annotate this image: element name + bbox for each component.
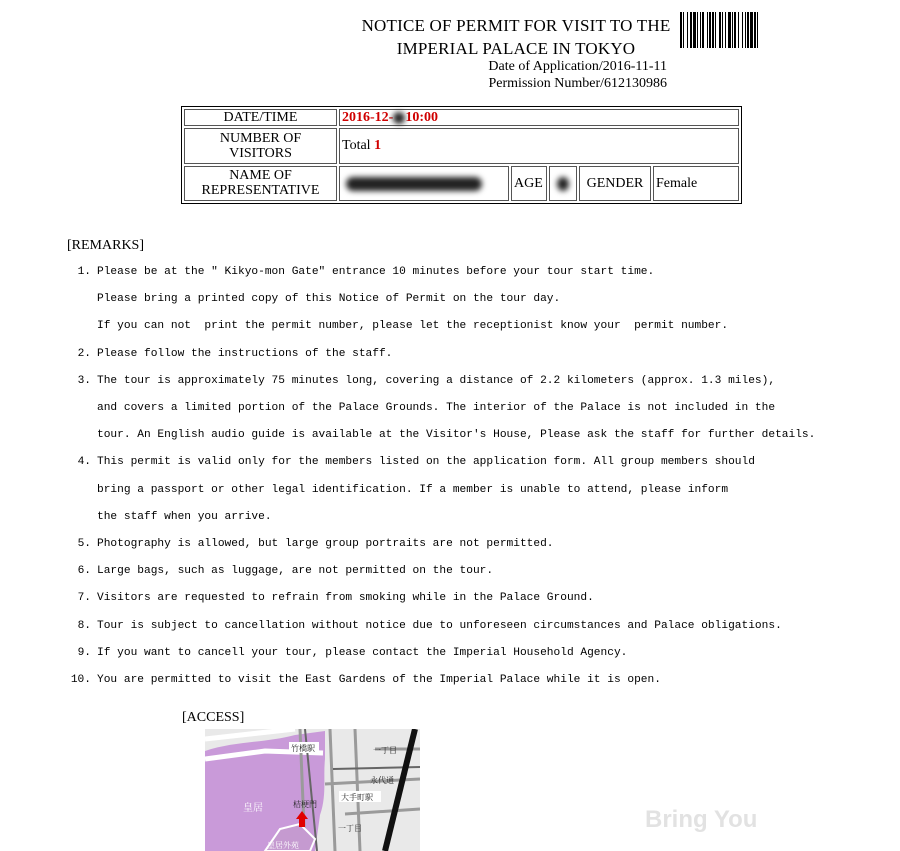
application-meta — [488, 58, 667, 92]
permit-details-table — [181, 106, 742, 204]
remarks-heading: [REMARKS] — [67, 238, 145, 253]
remark-text: The tour is approximately 75 minutes long, covering a distance of 2.2 kilometers (approx. 1.3 miles), — [97, 374, 776, 387]
redacted-name — [346, 177, 482, 191]
remark-line — [67, 613, 887, 640]
map-label-otemachi: 大手町駅 — [341, 793, 373, 802]
gender-value: Female — [653, 166, 739, 202]
remark-line — [67, 313, 887, 340]
remark-number: 5. — [77, 538, 91, 551]
redacted-day — [393, 112, 405, 124]
remark-text: If you can not print the permit number, please let the receptionist know your permit number. — [97, 320, 729, 333]
remark-number: 10. — [70, 674, 91, 687]
remark-line — [67, 585, 887, 612]
remark-number: 2. — [77, 347, 91, 360]
remark-text: This permit is valid only for the members listed on the application form. All group members should — [97, 456, 755, 469]
access-map — [205, 729, 420, 851]
title-line-1: NOTICE OF PERMIT FOR VISIT TO THE — [361, 16, 671, 35]
map-label-kokyo-gaien: 皇居外苑 — [267, 841, 299, 850]
remark-number: 3. — [77, 374, 91, 387]
remark-number: 6. — [77, 565, 91, 578]
remark-text: Visitors are requested to refrain from smoking while in the Palace Ground. — [97, 592, 594, 605]
map-label-kikyomon: 桔梗門 — [293, 800, 317, 809]
access-heading: [ACCESS] — [182, 710, 245, 725]
remark-line — [67, 504, 887, 531]
remark-line — [67, 341, 887, 368]
visitors-value — [339, 128, 739, 164]
map-label-ichome: 一丁目 — [338, 824, 362, 833]
remark-text: Photography is allowed, but large group portraits are not permitted. — [97, 538, 554, 551]
remark-line — [67, 368, 887, 395]
name-value — [339, 166, 509, 202]
remarks-list — [67, 259, 887, 694]
map-label-eitaidori: 永代通 — [370, 776, 394, 785]
map-label-kokyo: 皇居 — [243, 803, 263, 814]
date-prefix: 2016-12- — [342, 110, 394, 125]
remarks-section — [67, 237, 887, 694]
remark-text: Please bring a printed copy of this Notice of Permit on the tour day. — [97, 293, 561, 306]
remark-number: 4. — [77, 456, 91, 469]
remark-text: Please follow the instructions of the staff. — [97, 347, 393, 360]
remark-text: If you want to cancell your tour, please contact the Imperial Household Agency. — [97, 646, 628, 659]
remark-line — [67, 558, 887, 585]
map-label-takebashi: 竹橋駅 — [291, 744, 315, 753]
visitors-label-line-1: NUMBER OF — [219, 130, 302, 146]
datetime-label: DATE/TIME — [184, 109, 337, 126]
redacted-age — [557, 177, 569, 191]
remark-line — [67, 449, 887, 476]
document-title — [300, 14, 732, 60]
remark-number: 7. — [77, 592, 91, 605]
visitors-label — [184, 128, 337, 164]
remark-number: 9. — [77, 646, 91, 659]
remark-line — [67, 259, 887, 286]
remark-line — [67, 667, 887, 694]
gender-label: GENDER — [579, 166, 651, 202]
permission-number: Permission Number/612130986 — [488, 76, 667, 91]
title-line-2: IMPERIAL PALACE IN TOKYO — [396, 39, 636, 58]
remark-line — [67, 286, 887, 313]
age-label: AGE — [511, 166, 547, 202]
name-label-line-2: REPRESENTATIVE — [201, 183, 320, 199]
remark-text: the staff when you arrive. — [97, 510, 272, 523]
remark-text: Tour is subject to cancellation without notice due to unforeseen circumstances and Palace obligations. — [97, 619, 782, 632]
map-label-chome: 一丁目 — [373, 746, 397, 755]
remark-number: 8. — [77, 619, 91, 632]
datetime-value — [339, 109, 739, 126]
remark-line — [67, 395, 887, 422]
name-label-line-1: NAME OF — [229, 168, 292, 184]
remark-text: Large bags, such as luggage, are not permitted on the tour. — [97, 565, 494, 578]
remark-line — [67, 477, 887, 504]
remark-text: and covers a limited portion of the Palace Grounds. The interior of the Palace is not included in the — [97, 402, 776, 415]
time-value: 10:00 — [405, 110, 438, 125]
remark-line — [67, 640, 887, 667]
remark-line — [67, 531, 887, 558]
remark-text: tour. An English audio guide is available at the Visitor's House, Please ask the staff for further details. — [97, 429, 816, 442]
watermark: Bring You — [645, 806, 758, 833]
total-value: 1 — [374, 138, 382, 154]
remark-text: Please be at the " Kikyo-mon Gate" entrance 10 minutes before your tour start time. — [97, 266, 655, 278]
barcode-image — [680, 12, 870, 48]
total-label: Total — [342, 138, 371, 154]
date-of-application: Date of Application/2016-11-11 — [488, 59, 667, 74]
remark-text: You are permitted to visit the East Gardens of the Imperial Palace while it is open. — [97, 674, 661, 687]
visitors-label-line-2: VISITORS — [229, 145, 292, 161]
name-label — [184, 166, 337, 202]
remark-text: bring a passport or other legal identification. If a member is unable to attend, please inform — [97, 483, 729, 496]
remark-line — [67, 422, 887, 449]
age-value — [549, 166, 577, 202]
remark-number: 1. — [77, 266, 91, 278]
